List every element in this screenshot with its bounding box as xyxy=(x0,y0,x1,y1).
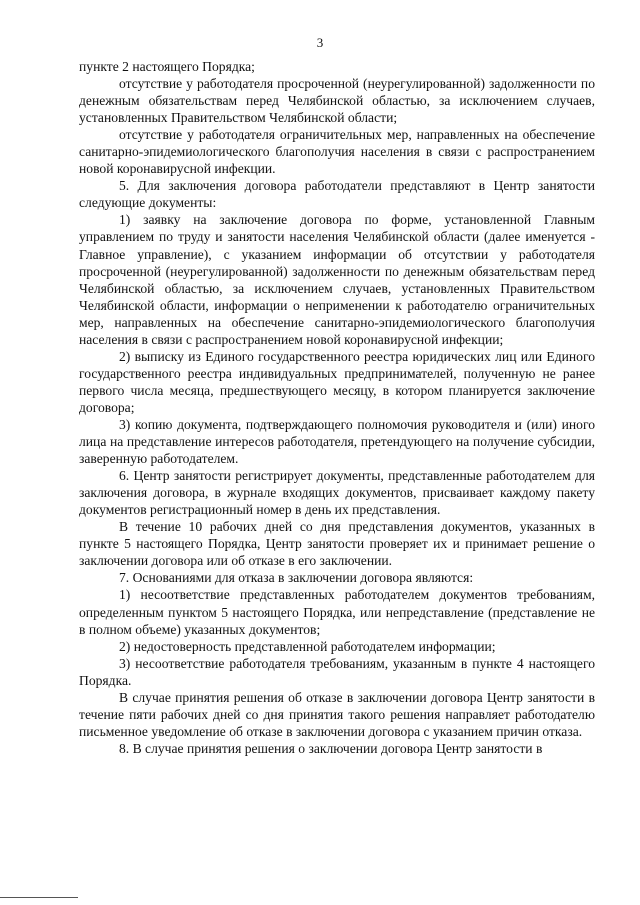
paragraph-condition-no-debt: отсутствие у работодателя просроченной (неурегулированной) задолженности по денежным обязательствам перед Челябинской областью, за исключением случаев, установленных Правительством Челябинской области; xyxy=(79,76,595,126)
paragraph-refusal-notice: В случае принятия решения об отказе в заключении договора Центр занятости в течение пяти рабочих дней со дня принятия такого решения направляет работодателю письменное уведомление об отказе в заключении договора с указанием причин отказа. xyxy=(79,689,595,739)
paragraph-item-5: 5. Для заключения договора работодатели представляют в Центр занятости следующие документы: xyxy=(79,178,595,211)
page-number: 3 xyxy=(316,35,324,50)
document-body xyxy=(79,58,595,757)
paragraph-item-7: 7. Основаниями для отказа в заключении договора являются: xyxy=(119,570,474,586)
paragraph-item-7-1: 1) несоответствие представленных работодателем документов требованиям, определенным пунктом 5 настоящего Порядка, или непредставление (представление не в полном объеме) указанных документов; xyxy=(79,587,595,637)
paragraph-continuation: пункте 2 настоящего Порядка; xyxy=(79,59,255,74)
paragraph-item-6: 6. Центр занятости регистрирует документы, представленные работодателем для заключения договора, в журнале входящих документов, присваивает каждому пакету документов регистрационный номер в день их представления. xyxy=(79,468,595,518)
paragraph-item-5-1: 1) заявку на заключение договора по форме, установленной Главным управлением по труду и занятости населения Челябинской области (далее именуется - Главное управление), с указанием информации об отсутствии у работодателя просроченной (неурегулированной) задолженности по денежным обязательствам перед Челябинской областью, за исключением случаев, установленных Правительством Челябинской области, информации о неприменении к работодателю ограничительных мер, направленных на обеспечение санитарно-эпидемиологического благополучия населения в связи с распространением новой коронавирусной инфекции; xyxy=(79,212,595,347)
paragraph-item-7-2: 2) недостоверность представленной работодателем информации; xyxy=(119,638,496,654)
paragraph-item-7-3: 3) несоответствие работодателя требованиям, указанным в пункте 4 настоящего Порядка. xyxy=(79,655,595,688)
paragraph-item-8: 8. В случае принятия решения о заключении договора Центр занятости в xyxy=(119,740,543,756)
paragraph-condition-no-restrictions: отсутствие у работодателя ограничительных мер, направленных на обеспечение санитарно-эпидемиологического благополучия населения в связи с распространением новой коронавирусной инфекции. xyxy=(79,127,595,177)
paragraph-item-5-2: 2) выписку из Единого государственного реестра юридических лиц или Единого государственного реестра индивидуальных предпринимателей, полученную не ранее первого числа месяца, предшествующего месяцу, в котором планируется заключение договора; xyxy=(79,348,595,415)
paragraph-item-6-review: В течение 10 рабочих дней со дня представления документов, указанных в пункте 5 настоящего Порядка, Центр занятости проверяет их и принимает решение о заключении договора или об отказе в его заключении. xyxy=(79,519,595,569)
paragraph-item-5-3: 3) копию документа, подтверждающего полномочия руководителя и (или) иного лица на представление интересов работодателя, претендующего на получение субсидии, заверенную работодателем. xyxy=(79,416,595,467)
footer-divider xyxy=(0,897,78,898)
